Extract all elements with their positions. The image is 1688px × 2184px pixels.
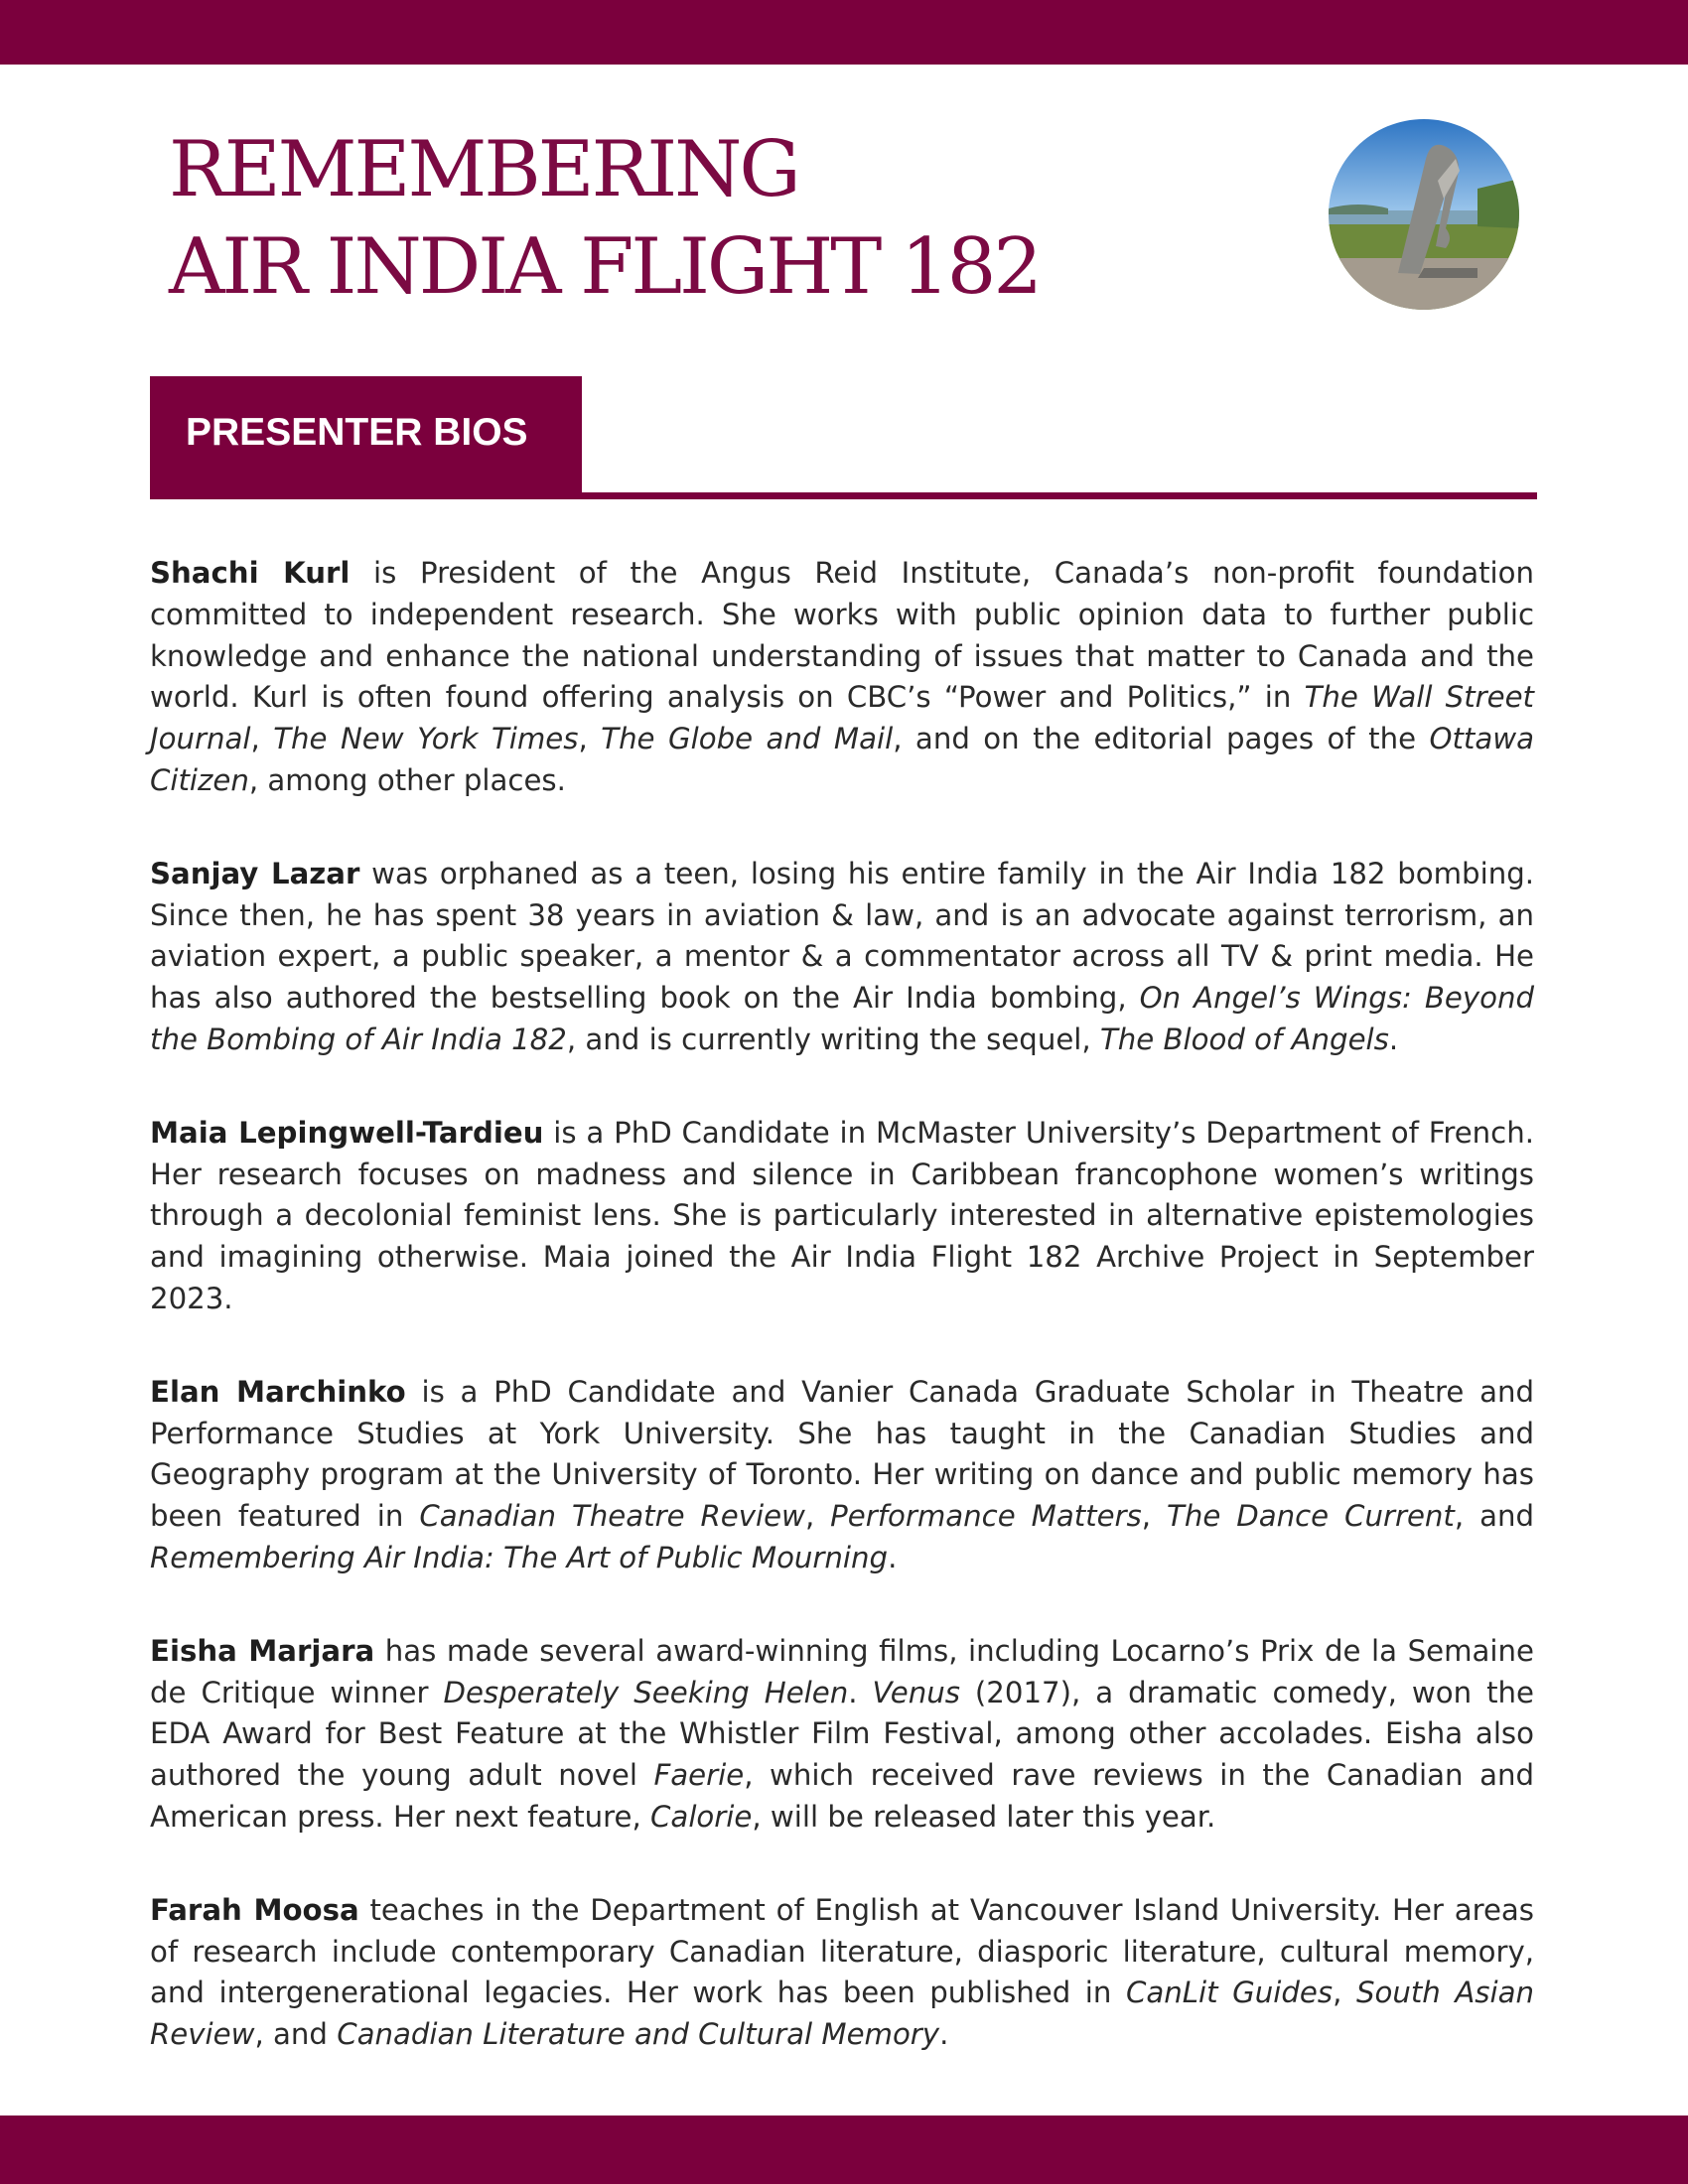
bio-text: , among other places. xyxy=(248,762,566,797)
bottom-banner-bar xyxy=(0,2116,1688,2184)
bio-text: is a PhD Candidate in McMaster University’s Department of French. Her research focuses on madness and silence in Caribbean francophone women’s writings through a decolonial feminist lens. She is particularly interested in alternative epistemologies and imagining otherwise. Maia joined the Air India Flight 182 Archive Project in September 2023. xyxy=(150,1115,1534,1315)
top-banner-bar xyxy=(0,0,1688,65)
bio-text: is a PhD Candidate and Vanier Canada Graduate Scholar in Theatre and Performance Studies at York University. She has taught in the Canadian Studies and Geography program at the University of Toronto. Her writing on dance and public memory has been featured in xyxy=(150,1374,1534,1534)
bio-maia-lepingwell-tardieu xyxy=(150,1113,1534,1320)
presenter-name: Farah Moosa xyxy=(150,1892,359,1927)
bio-text: has made several award-winning films, including Locarno’s Prix de la Semaine de Critique winner xyxy=(150,1633,1534,1709)
bio-farah-moosa xyxy=(150,1890,1534,2056)
book-title: On Angel’s Wings: Beyond the Bombing of Air India 182 xyxy=(150,981,1534,1056)
bio-text: , and is currently writing the sequel, xyxy=(566,1022,1100,1056)
bio-text: (2017), a dramatic comedy, won the EDA Award for Best Feature at the Whistler Film Festival, among other accolades. Eisha also authored the young adult novel xyxy=(150,1675,1534,1793)
bio-text: , and xyxy=(1454,1499,1534,1534)
publication-title: CanLit Guides xyxy=(1126,1976,1334,2010)
bio-text: . xyxy=(848,1675,873,1709)
bio-text: , which received rave reviews in the Canadian and American press. Her next feature, xyxy=(150,1758,1534,1834)
book-title: Canadian Literature and Cultural Memory xyxy=(337,2017,940,2052)
bio-text: . xyxy=(939,2017,949,2052)
bio-text: . xyxy=(888,1540,898,1574)
book-title: The Blood of Angels xyxy=(1099,1022,1389,1056)
film-title: Calorie xyxy=(650,1799,753,1834)
title-line-2: AIR INDIA FLIGHT 182 xyxy=(169,222,1040,312)
publication-title: The Dance Current xyxy=(1167,1499,1455,1534)
bio-text: , and xyxy=(254,2017,338,2052)
bio-text: , and on the editorial pages of the xyxy=(893,722,1430,756)
book-title: Faerie xyxy=(653,1758,745,1793)
bio-text: , xyxy=(250,722,274,756)
presenter-name: Sanjay Lazar xyxy=(150,856,360,890)
presenter-name: Shachi Kurl xyxy=(150,556,351,590)
bio-text: , will be released later this year. xyxy=(752,1799,1216,1834)
bio-text: , xyxy=(1333,1976,1356,2010)
bio-sanjay-lazar xyxy=(150,854,1534,1061)
publication-title: The Globe and Mail xyxy=(601,722,894,756)
film-title: Venus xyxy=(872,1675,960,1709)
bio-text: . xyxy=(1388,1022,1399,1056)
publication-title: Performance Matters xyxy=(830,1499,1142,1534)
bio-text: was orphaned as a teen, losing his entire family in the Air India 182 bombing. Since then, he has spent 38 years in aviation & law, and is an advocate against terrorism, an aviation expert, a public speaker, a mentor & a commentator across all TV & print media. He has also authored the bestselling book on the Air India bombing, xyxy=(150,856,1534,1016)
bio-eisha-marjara xyxy=(150,1631,1534,1839)
presenter-name: Elan Marchinko xyxy=(150,1374,406,1409)
publication-title: South Asian Review xyxy=(150,1976,1535,2052)
bio-text: , xyxy=(1141,1499,1167,1534)
publication-title: The Wall Street Journal xyxy=(150,680,1534,756)
bio-text: , xyxy=(578,722,602,756)
memorial-sculpture-photo-icon xyxy=(1329,119,1519,310)
presenter-name: Maia Lepingwell-Tardieu xyxy=(150,1115,544,1150)
book-title: Remembering Air India: The Art of Public Mourning xyxy=(150,1540,889,1574)
publication-title: Ottawa Citizen xyxy=(150,722,1535,797)
bio-text: , xyxy=(804,1499,831,1534)
bio-text: is President of the Angus Reid Institute, Canada’s non-profit foundation committed to independent research. She works with public opinion data to further public knowledge and enhance the national understanding of issues that matter to Canada and the world. Kurl is often found offering analysis on CBC’s “Power and Politics,” in xyxy=(150,556,1534,715)
publication-title: The New York Times xyxy=(273,722,579,756)
bios-list xyxy=(150,553,1534,2108)
title-line-1: REMEMBERING xyxy=(169,125,798,214)
section-heading: PRESENTER BIOS xyxy=(186,411,528,454)
bio-shachi-kurl xyxy=(150,553,1534,802)
bio-text: teaches in the Department of English at Vancouver Island University. Her areas of research include contemporary Canadian literature, diasporic literature, cultural memory, and intergenerational legacies. Her work has been published in xyxy=(150,1892,1535,2010)
presenter-name: Eisha Marjara xyxy=(150,1633,375,1668)
film-title: Desperately Seeking Helen xyxy=(443,1675,849,1709)
section-divider xyxy=(150,492,1537,499)
publication-title: Canadian Theatre Review xyxy=(419,1499,805,1534)
bio-elan-marchinko xyxy=(150,1372,1534,1579)
page-title xyxy=(169,121,1040,316)
section-header-tab xyxy=(150,376,582,492)
